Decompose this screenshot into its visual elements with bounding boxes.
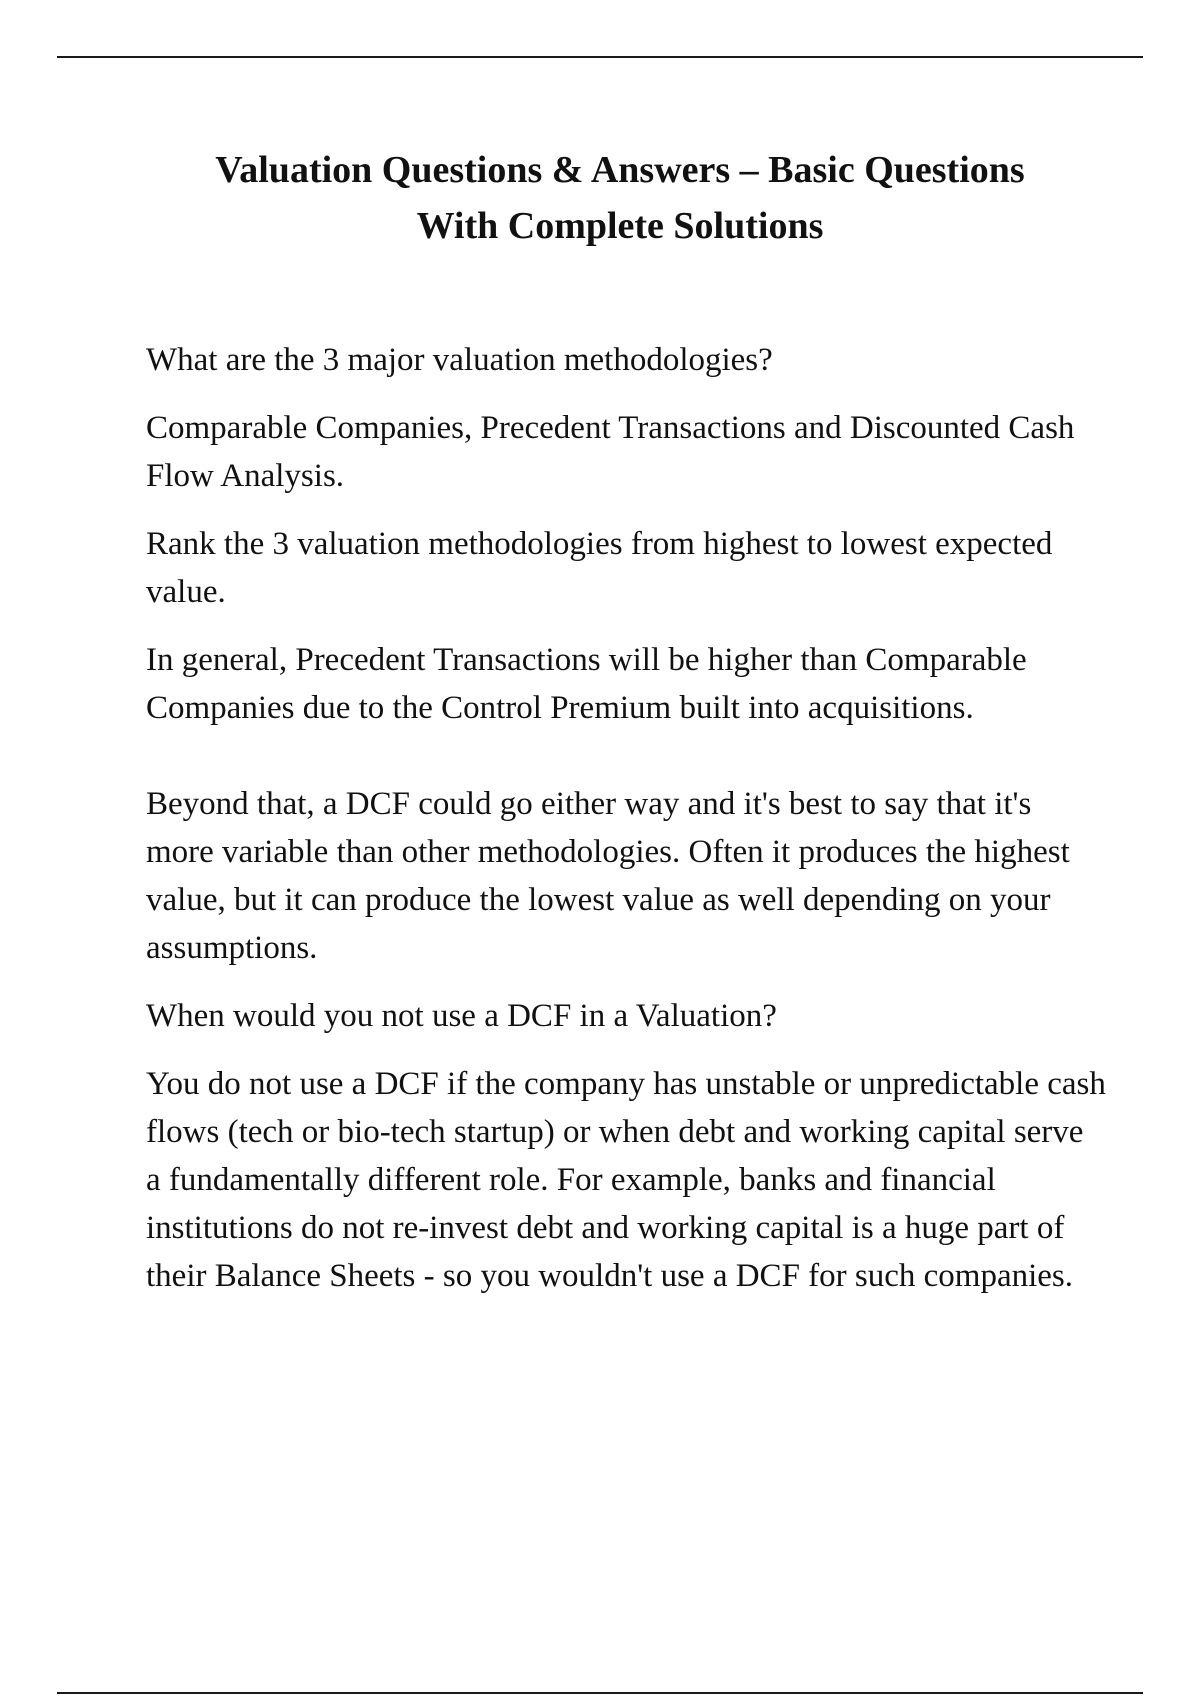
document-body [146,336,1106,1320]
document-title [120,142,1120,254]
bottom-divider [57,1692,1143,1694]
answer-2-part-2: Beyond that, a DCF could go either way and it's best to say that it's more variable than other methodologies. Often it produces the highest value, but it can produce the lowest value as well depending on your assumptions. [146,786,1070,966]
question-1: What are the 3 major valuation methodologies? [146,342,773,378]
top-divider [57,56,1143,58]
question-3: When would you not use a DCF in a Valuation? [146,998,777,1034]
title-line-1: Valuation Questions & Answers – Basic Questions [215,149,1025,191]
answer-2-part-1: In general, Precedent Transactions will be higher than Comparable Companies due to the Control Premium built into acquisitions. [146,642,1027,726]
answer-3: You do not use a DCF if the company has unstable or unpredictable cash flows (tech or bio-tech startup) or when debt and working capital serve a fundamentally different role. For example, banks and financial institutions do not re-invest debt and working capital is a huge part of their Balance Sheets - so you wouldn't use a DCF for such companies. [146,1066,1106,1294]
answer-1: Comparable Companies, Precedent Transactions and Discounted Cash Flow Analysis. [146,410,1075,494]
title-line-2: With Complete Solutions [416,205,824,247]
question-2: Rank the 3 valuation methodologies from highest to lowest expected value. [146,526,1053,610]
